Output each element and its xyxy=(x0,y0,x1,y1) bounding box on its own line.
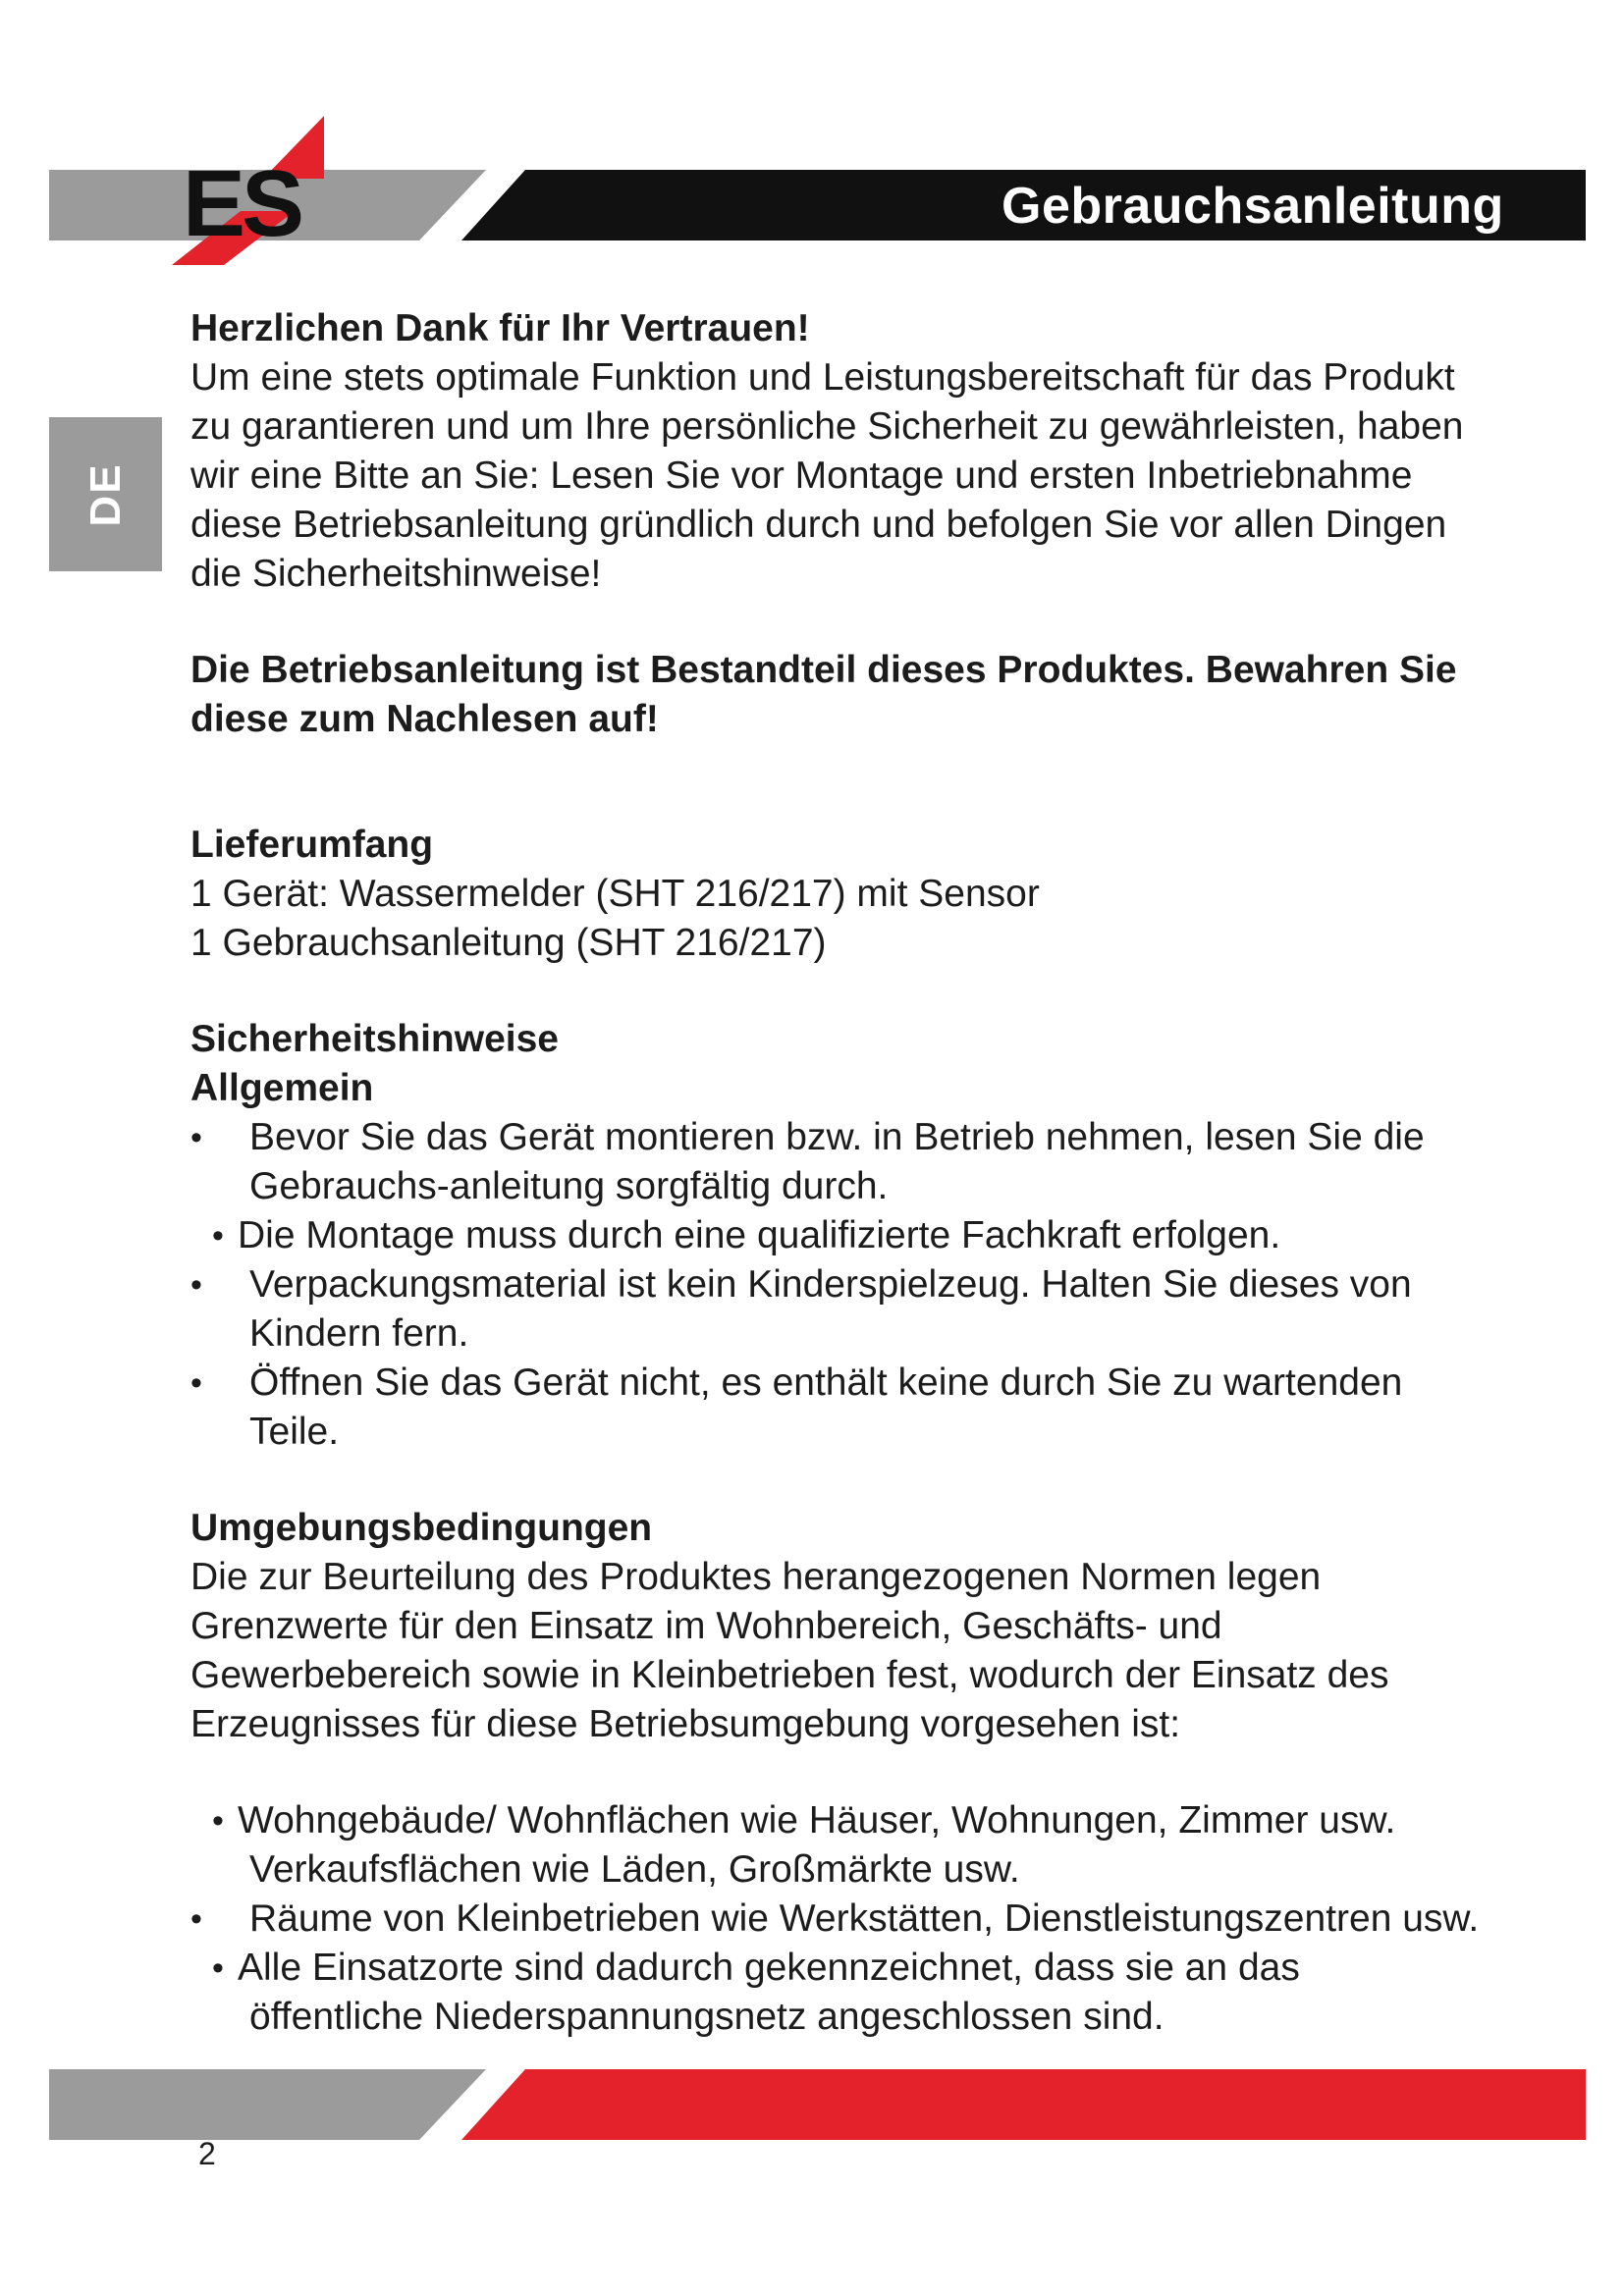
list-item xyxy=(190,1113,1545,1211)
environment-bullet-list xyxy=(190,1796,1545,2042)
safety-bullet-list xyxy=(190,1113,1545,1457)
list-item xyxy=(190,1796,1545,1895)
page-header xyxy=(0,0,1624,294)
page-number: 2 xyxy=(198,2136,216,2171)
list-item-line: Kindern fern. xyxy=(249,1312,469,1355)
footer-banner-graphic xyxy=(0,2052,1624,2150)
spacer xyxy=(190,744,1545,821)
language-label: DE xyxy=(81,461,130,527)
list-item-line: Verkaufsflächen wie Läden, Großmärkte usw. xyxy=(249,1848,1020,1891)
spacer xyxy=(190,599,1545,646)
environment-line: Die zur Beurteilung des Produktes herangezogenen Normen legen xyxy=(190,1556,1322,1598)
main-content xyxy=(190,304,1545,2042)
list-item-line: • Räume von Kleinbetrieben wie Werkstätten, Dienstleistungszentren usw. xyxy=(249,1897,1480,1940)
spacer xyxy=(190,968,1545,1015)
list-item-line: Teile. xyxy=(249,1411,340,1453)
intro-heading: Herzlichen Dank für Ihr Vertrauen! xyxy=(190,307,810,349)
notice-line: diese zum Nachlesen auf! xyxy=(190,698,659,740)
environment-line: Erzeugnisses für diese Betriebsumgebung vorgesehen ist: xyxy=(190,1703,1181,1745)
list-item xyxy=(190,1944,1545,2042)
intro-line: diese Betriebsanleitung gründlich durch und befolgen Sie vor allen Dingen xyxy=(190,504,1447,546)
intro-line: wir eine Bitte an Sie: Lesen Sie vor Montage und ersten Inbetriebnahme xyxy=(190,454,1413,497)
environment-heading: Umgebungsbedingungen xyxy=(190,1507,653,1549)
list-item-line: • Die Montage muss durch eine qualifizierte Fachkraft erfolgen. xyxy=(238,1214,1281,1256)
intro-line: zu garantieren und um Ihre persönliche Sicherheit zu gewährleisten, haben xyxy=(190,405,1464,448)
list-item xyxy=(190,1260,1545,1359)
safety-subheading: Allgemein xyxy=(190,1067,374,1109)
delivery-heading: Lieferumfang xyxy=(190,824,434,866)
header-banner-graphic xyxy=(0,0,1624,294)
list-item-line: • Bevor Sie das Gerät montieren bzw. in Betrieb nehmen, lesen Sie die xyxy=(249,1116,1425,1158)
logo-text: ES xyxy=(183,151,301,256)
spacer xyxy=(190,1749,1545,1796)
list-item-line: • Verpackungsmaterial ist kein Kinderspielzeug. Halten Sie dieses von xyxy=(249,1263,1412,1306)
list-item xyxy=(190,1359,1545,1457)
notice-line: Die Betriebsanleitung ist Bestandteil dieses Produktes. Bewahren Sie xyxy=(190,649,1457,691)
page-footer xyxy=(0,2052,1624,2150)
list-item-line: Gebrauchs-anleitung sorgfältig durch. xyxy=(249,1165,889,1207)
list-item-line: • Alle Einsatzorte sind dadurch gekennzeichnet, dass sie an das xyxy=(238,1947,1300,1989)
list-item-line: • Wohngebäude/ Wohnflächen wie Häuser, Wohnungen, Zimmer usw. xyxy=(238,1799,1396,1842)
delivery-item: 1 Gebrauchsanleitung (SHT 216/217) xyxy=(190,922,827,964)
language-tab xyxy=(49,417,162,571)
list-item-line: öffentliche Niederspannungsnetz angeschlossen sind. xyxy=(249,1996,1164,2038)
document-title: Gebrauchsanleitung xyxy=(1001,178,1504,235)
delivery-item: 1 Gerät: Wassermelder (SHT 216/217) mit Sensor xyxy=(190,873,1040,915)
intro-line: die Sicherheitshinweise! xyxy=(190,553,602,595)
safety-heading: Sicherheitshinweise xyxy=(190,1018,559,1060)
list-item-line: • Öffnen Sie das Gerät nicht, es enthält keine durch Sie zu wartenden xyxy=(249,1362,1403,1404)
list-item xyxy=(190,1895,1545,1944)
environment-line: Grenzwerte für den Einsatz im Wohnbereich, Geschäfts- und xyxy=(190,1605,1222,1647)
intro-line: Um eine stets optimale Funktion und Leistungsbereitschaft für das Produkt xyxy=(190,356,1455,399)
environment-line: Gewerbebereich sowie in Kleinbetrieben fest, wodurch der Einsatz des xyxy=(190,1654,1389,1696)
list-item xyxy=(190,1211,1545,1260)
spacer xyxy=(190,1457,1545,1504)
